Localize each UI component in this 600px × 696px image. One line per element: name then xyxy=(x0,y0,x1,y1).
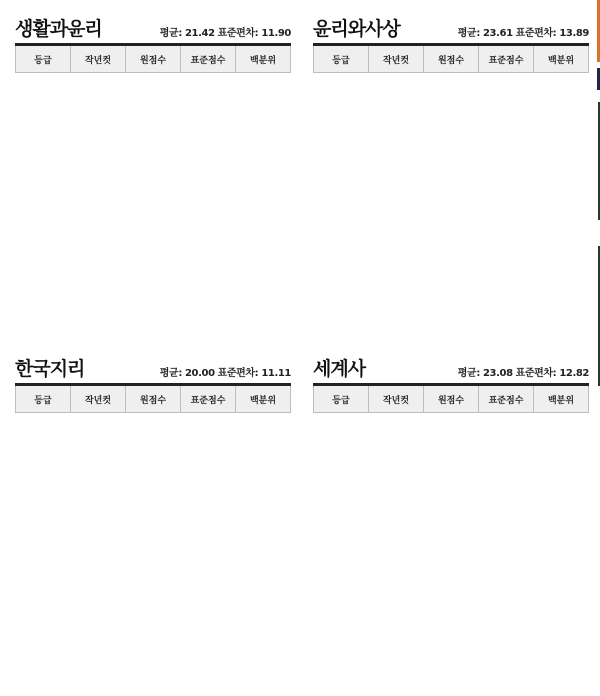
col-standard-score: 표준점수 xyxy=(181,385,236,413)
col-percentile: 백분위 xyxy=(236,385,291,413)
col-standard-score: 표준점수 xyxy=(181,45,236,73)
col-grade: 등급 xyxy=(16,385,71,413)
col-raw-score: 원점수 xyxy=(424,385,479,413)
col-raw-score: 원점수 xyxy=(424,45,479,73)
col-percentile: 백분위 xyxy=(534,385,589,413)
col-last-year-cut: 작년컷 xyxy=(71,45,126,73)
col-grade: 등급 xyxy=(16,45,71,73)
panel-ethics-and-thought xyxy=(313,13,589,73)
score-stats xyxy=(160,24,291,39)
panel-header xyxy=(15,13,291,43)
grade-cut-table xyxy=(15,383,291,413)
subject-title: 세계사 xyxy=(313,358,366,380)
table-header-row xyxy=(16,45,291,73)
col-standard-score: 표준점수 xyxy=(479,385,534,413)
col-grade: 등급 xyxy=(314,45,369,73)
panel-life-and-ethics xyxy=(15,13,291,73)
grade-cut-table xyxy=(313,43,589,73)
col-raw-score: 원점수 xyxy=(126,385,181,413)
subject-title: 생활과윤리 xyxy=(15,18,102,40)
col-last-year-cut: 작년컷 xyxy=(369,45,424,73)
table-header-row xyxy=(314,45,589,73)
std-dev-label: 표준편차: 13.89 xyxy=(515,28,589,39)
score-stats xyxy=(458,24,589,39)
mean-label: 평균: 20.00 xyxy=(159,368,215,379)
panel-world-history xyxy=(313,353,589,413)
col-last-year-cut: 작년컷 xyxy=(71,385,126,413)
col-percentile: 백분위 xyxy=(534,45,589,73)
std-dev-label: 표준편차: 11.11 xyxy=(217,368,291,379)
table-header-row xyxy=(314,385,589,413)
col-last-year-cut: 작년컷 xyxy=(369,385,424,413)
mean-label: 평균: 23.08 xyxy=(457,368,513,379)
grade-cut-table xyxy=(313,383,589,413)
std-dev-label: 표준편차: 12.82 xyxy=(515,368,589,379)
panel-header xyxy=(313,13,589,43)
mean-label: 평균: 23.61 xyxy=(457,28,513,39)
subject-title: 윤리와사상 xyxy=(313,18,400,40)
col-raw-score: 원점수 xyxy=(126,45,181,73)
mean-label: 평균: 21.42 xyxy=(159,28,215,39)
panel-header xyxy=(15,353,291,383)
subject-title: 한국지리 xyxy=(15,358,85,380)
col-standard-score: 표준점수 xyxy=(479,45,534,73)
grade-cut-table xyxy=(15,43,291,73)
panel-korean-geography xyxy=(15,353,291,413)
std-dev-label: 표준편차: 11.90 xyxy=(217,28,291,39)
table-header-row xyxy=(16,385,291,413)
col-grade: 등급 xyxy=(314,385,369,413)
score-stats xyxy=(160,364,291,379)
col-percentile: 백분위 xyxy=(236,45,291,73)
panel-header xyxy=(313,353,589,383)
score-stats xyxy=(458,364,589,379)
